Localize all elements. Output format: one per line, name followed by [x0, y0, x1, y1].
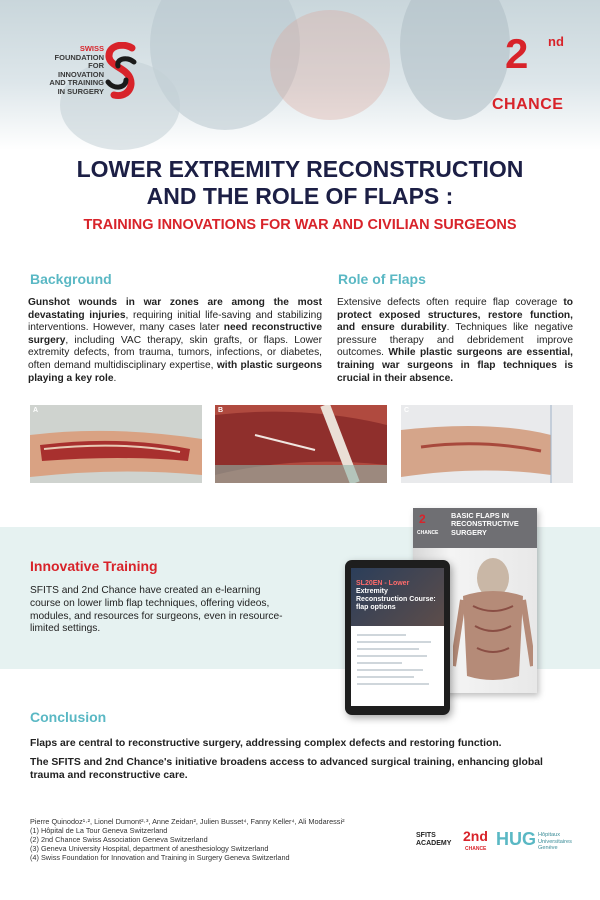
poster-subtitle: TRAINING INNOVATIONS FOR WAR AND CIVILIAN SURGEONS: [83, 217, 517, 233]
sfits-line-4: AND TRAINING: [49, 78, 104, 88]
sfits-logo: [42, 45, 104, 97]
tablet-course-name: Extremity Reconstruction Course: flap options: [356, 588, 436, 611]
sfits-line-2: FOUNDATION: [54, 52, 104, 62]
photo-c-label: C: [404, 407, 410, 414]
footer-affiliation-2: (2) 2nd Chance Swiss Association Geneva Switzerland: [30, 835, 208, 844]
role-heading: Role of Flaps: [338, 271, 426, 287]
background-segment: need reconstructive surgery: [28, 322, 322, 346]
sfits-line-5: IN SURGERY: [57, 86, 104, 96]
footer-credits: [30, 817, 345, 862]
footer-logo-sfits-academy: [416, 832, 451, 848]
background-segment: Gunshot wounds in war zones are among the most devastating injuries: [28, 297, 322, 321]
role-segment: While plastic surgeons are essential, training war surgeons in flap techniques is crucial in their absence.: [337, 347, 573, 384]
clinical-photo-a: [30, 405, 202, 483]
sfits-s-icon: [104, 42, 138, 100]
hug-line-3: Genève: [538, 845, 558, 851]
role-segment: to protect exposed structures, restore function, and ensure durability: [337, 297, 573, 334]
background-segment: , including VAC therapy, skin grafts, or flaps. Lower extremity defects, from trauma, tumors, infections, or diabetes, often demand multidisciplinary expertise,: [28, 334, 322, 371]
conclusion-heading: Conclusion: [30, 709, 107, 725]
photo-b-label: B: [218, 407, 224, 414]
background-segment: , requiring initial life-saving and stabilizing interventions. However, many cases later: [28, 309, 322, 334]
background-segment: with plastic surgeons playing a key role: [28, 359, 322, 384]
hug-line-1: Hôpitaux: [538, 832, 561, 838]
sfits-line-1: SWISS: [79, 44, 104, 53]
conclusion-line-2: The SFITS and 2nd Chance's initiative broadens access to advanced surgical training, enhancing global trauma and reconstructive care.: [30, 757, 543, 781]
footer-affiliation-1: (1) Hôpital de La Tour Geneva Switzerland: [30, 826, 168, 835]
footer-logo-chance-word: CHANCE: [465, 846, 487, 852]
clinical-photo-c: [401, 405, 573, 483]
book-logo-word: CHANCE: [417, 530, 439, 536]
tablet-content-lines: [357, 634, 439, 690]
role-segment: . Techniques like negative pressure therapy and debridement improve outcomes.: [337, 322, 573, 359]
footer-logo-sfits-a: SFITS: [416, 832, 436, 839]
tablet-course-title: [356, 580, 440, 612]
title-line-2: AND THE ROLE OF FLAPS :: [146, 183, 454, 209]
tablet-screen: [351, 568, 444, 706]
background-text: [28, 297, 322, 385]
innovative-heading: Innovative Training: [30, 558, 158, 574]
chance-logo-number: 2: [505, 30, 527, 77]
poster-title: [20, 156, 580, 210]
title-line-1: LOWER EXTREMITY RECONSTRUCTION: [76, 156, 524, 182]
chance-logo-suffix: nd: [548, 34, 564, 49]
sfits-line-3: FOR INNOVATION: [58, 61, 104, 79]
book-logo-number: 2: [419, 512, 426, 526]
footer-logo-sfits-b: ACADEMY: [416, 840, 452, 847]
footer-logo-hug-text: [538, 832, 572, 852]
chance-logo-word: CHANCE: [492, 96, 564, 113]
innovative-text: SFITS and 2nd Chance have created an e-learning course on lower limb flap techniques, offering videos, modules, and resources for surgeons, even in resource-limited settings.: [30, 585, 283, 635]
tablet-device: [345, 560, 450, 715]
background-heading: Background: [30, 271, 112, 287]
background-segment: .: [113, 372, 117, 384]
conclusion-line-1: Flaps are central to reconstructive surgery, addressing complex defects and restoring function.: [30, 738, 502, 749]
clinical-photo-b: [215, 405, 387, 483]
footer-logo-hug: HUG: [496, 829, 536, 849]
role-text: [337, 297, 573, 385]
tablet-course-code: SL20EN - Lower: [356, 580, 410, 587]
anatomy-illustration: [453, 556, 533, 686]
footer-authors: Pierre Quinodoz¹·², Lionel Dumont²·³, Anne Zeidan², Julien Busset⁴, Fanny Keller⁴, Ali Modaressi²: [30, 817, 345, 826]
book-title: BASIC FLAPS IN RECONSTRUCTIVE SURGERY: [451, 511, 519, 537]
footer-affiliation-4: (4) Swiss Foundation for Innovation and Training in Surgery Geneva Switzerland: [30, 853, 290, 862]
footer-affiliation-3: (3) Geneva University Hospital, department of anesthesiology Switzerland: [30, 844, 269, 853]
footer-logo-chance-number: 2nd: [463, 828, 488, 844]
photo-a-label: A: [33, 407, 39, 414]
hug-line-2: Universitaires: [538, 838, 572, 845]
role-segment: Extensive defects often require flap coverage: [337, 297, 564, 308]
